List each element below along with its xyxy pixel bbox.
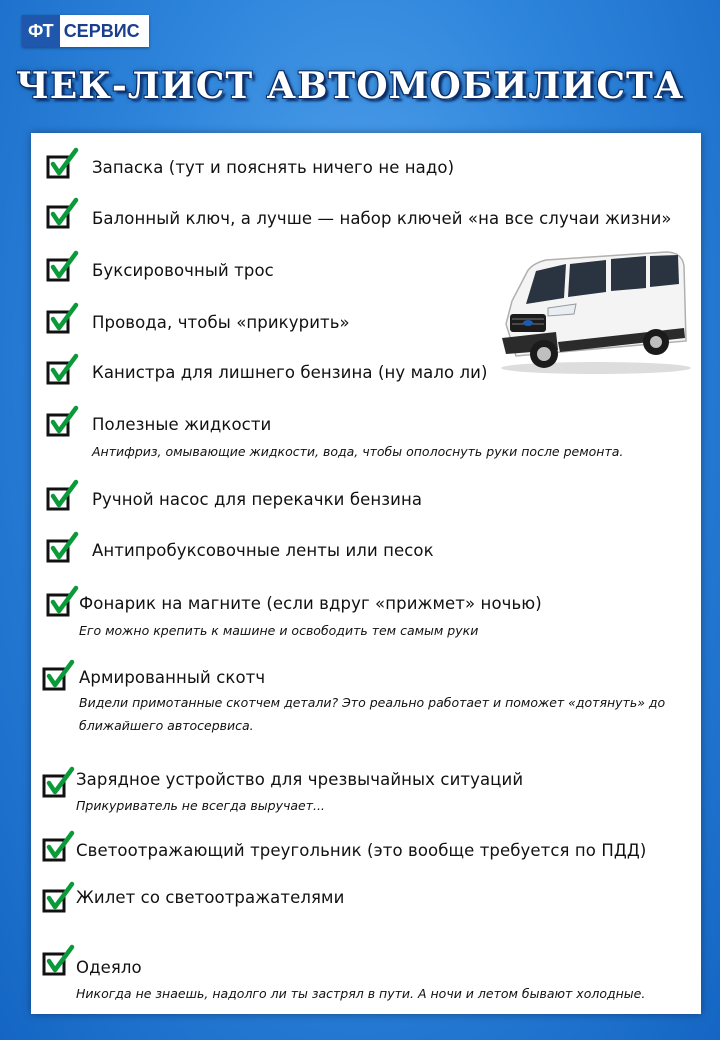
item-label: Зарядное устройство для чрезвычайных ситуаций xyxy=(76,770,524,789)
item-note: Видели примотанные скотчем детали? Это реально работает и поможет «дотянуть» до xyxy=(79,695,666,710)
item-label: Армированный скотч xyxy=(79,668,266,687)
checkmark-icon xyxy=(45,479,79,513)
van-image xyxy=(496,246,696,376)
checkmark-icon xyxy=(41,659,75,693)
checkmark-icon xyxy=(41,766,75,800)
page-title: ЧЕК-ЛИСТ АВТОМОБИЛИСТА xyxy=(15,65,685,107)
item-label: Фонарик на магните (если вдруг «прижмет» ночью) xyxy=(79,594,542,613)
checkmark-icon xyxy=(41,830,75,864)
checkmark-icon xyxy=(45,353,79,387)
item-note-continued: ближайшего автосервиса. xyxy=(79,718,254,733)
checkmark-icon xyxy=(45,405,79,439)
checklist-panel xyxy=(31,133,701,1014)
checkmark-icon xyxy=(45,147,79,181)
logo-ft-text: ФТ xyxy=(22,15,60,47)
checkmark-icon xyxy=(45,585,79,619)
item-label: Ручной насос для перекачки бензина xyxy=(92,490,423,509)
checkmark-icon xyxy=(45,250,79,284)
item-note: Прикуриватель не всегда выручает... xyxy=(76,798,325,813)
item-label: Светоотражающий треугольник (это вообще требуется по ПДД) xyxy=(76,841,647,860)
item-label: Провода, чтобы «прикурить» xyxy=(92,313,350,332)
checkmark-icon xyxy=(41,881,75,915)
checkmark-icon xyxy=(41,944,75,978)
item-label: Балонный ключ, а лучше — набор ключей «на все случаи жизни» xyxy=(92,209,672,228)
checkmark-icon xyxy=(45,197,79,231)
item-label: Канистра для лишнего бензина (ну мало ли) xyxy=(92,363,488,382)
item-label: Жилет со светоотражателями xyxy=(76,888,345,907)
item-note: Никогда не знаешь, надолго ли ты застрял в пути. А ночи и летом бывают холодные. xyxy=(76,986,646,1001)
item-label: Антипробуксовочные ленты или песок xyxy=(92,541,434,560)
item-label: Буксировочный трос xyxy=(92,261,274,280)
checkmark-icon xyxy=(45,531,79,565)
item-label: Полезные жидкости xyxy=(92,415,272,434)
item-label: Запаска (тут и пояснять ничего не надо) xyxy=(92,158,455,177)
brand-logo xyxy=(22,15,149,47)
logo-service-text: СЕРВИС xyxy=(60,15,149,47)
checkmark-icon xyxy=(45,302,79,336)
item-note: Антифриз, омывающие жидкости, вода, чтобы ополоснуть руки после ремонта. xyxy=(92,444,624,459)
item-note: Его можно крепить к машине и освободить тем самым руки xyxy=(79,623,479,638)
item-label: Одеяло xyxy=(76,958,142,977)
